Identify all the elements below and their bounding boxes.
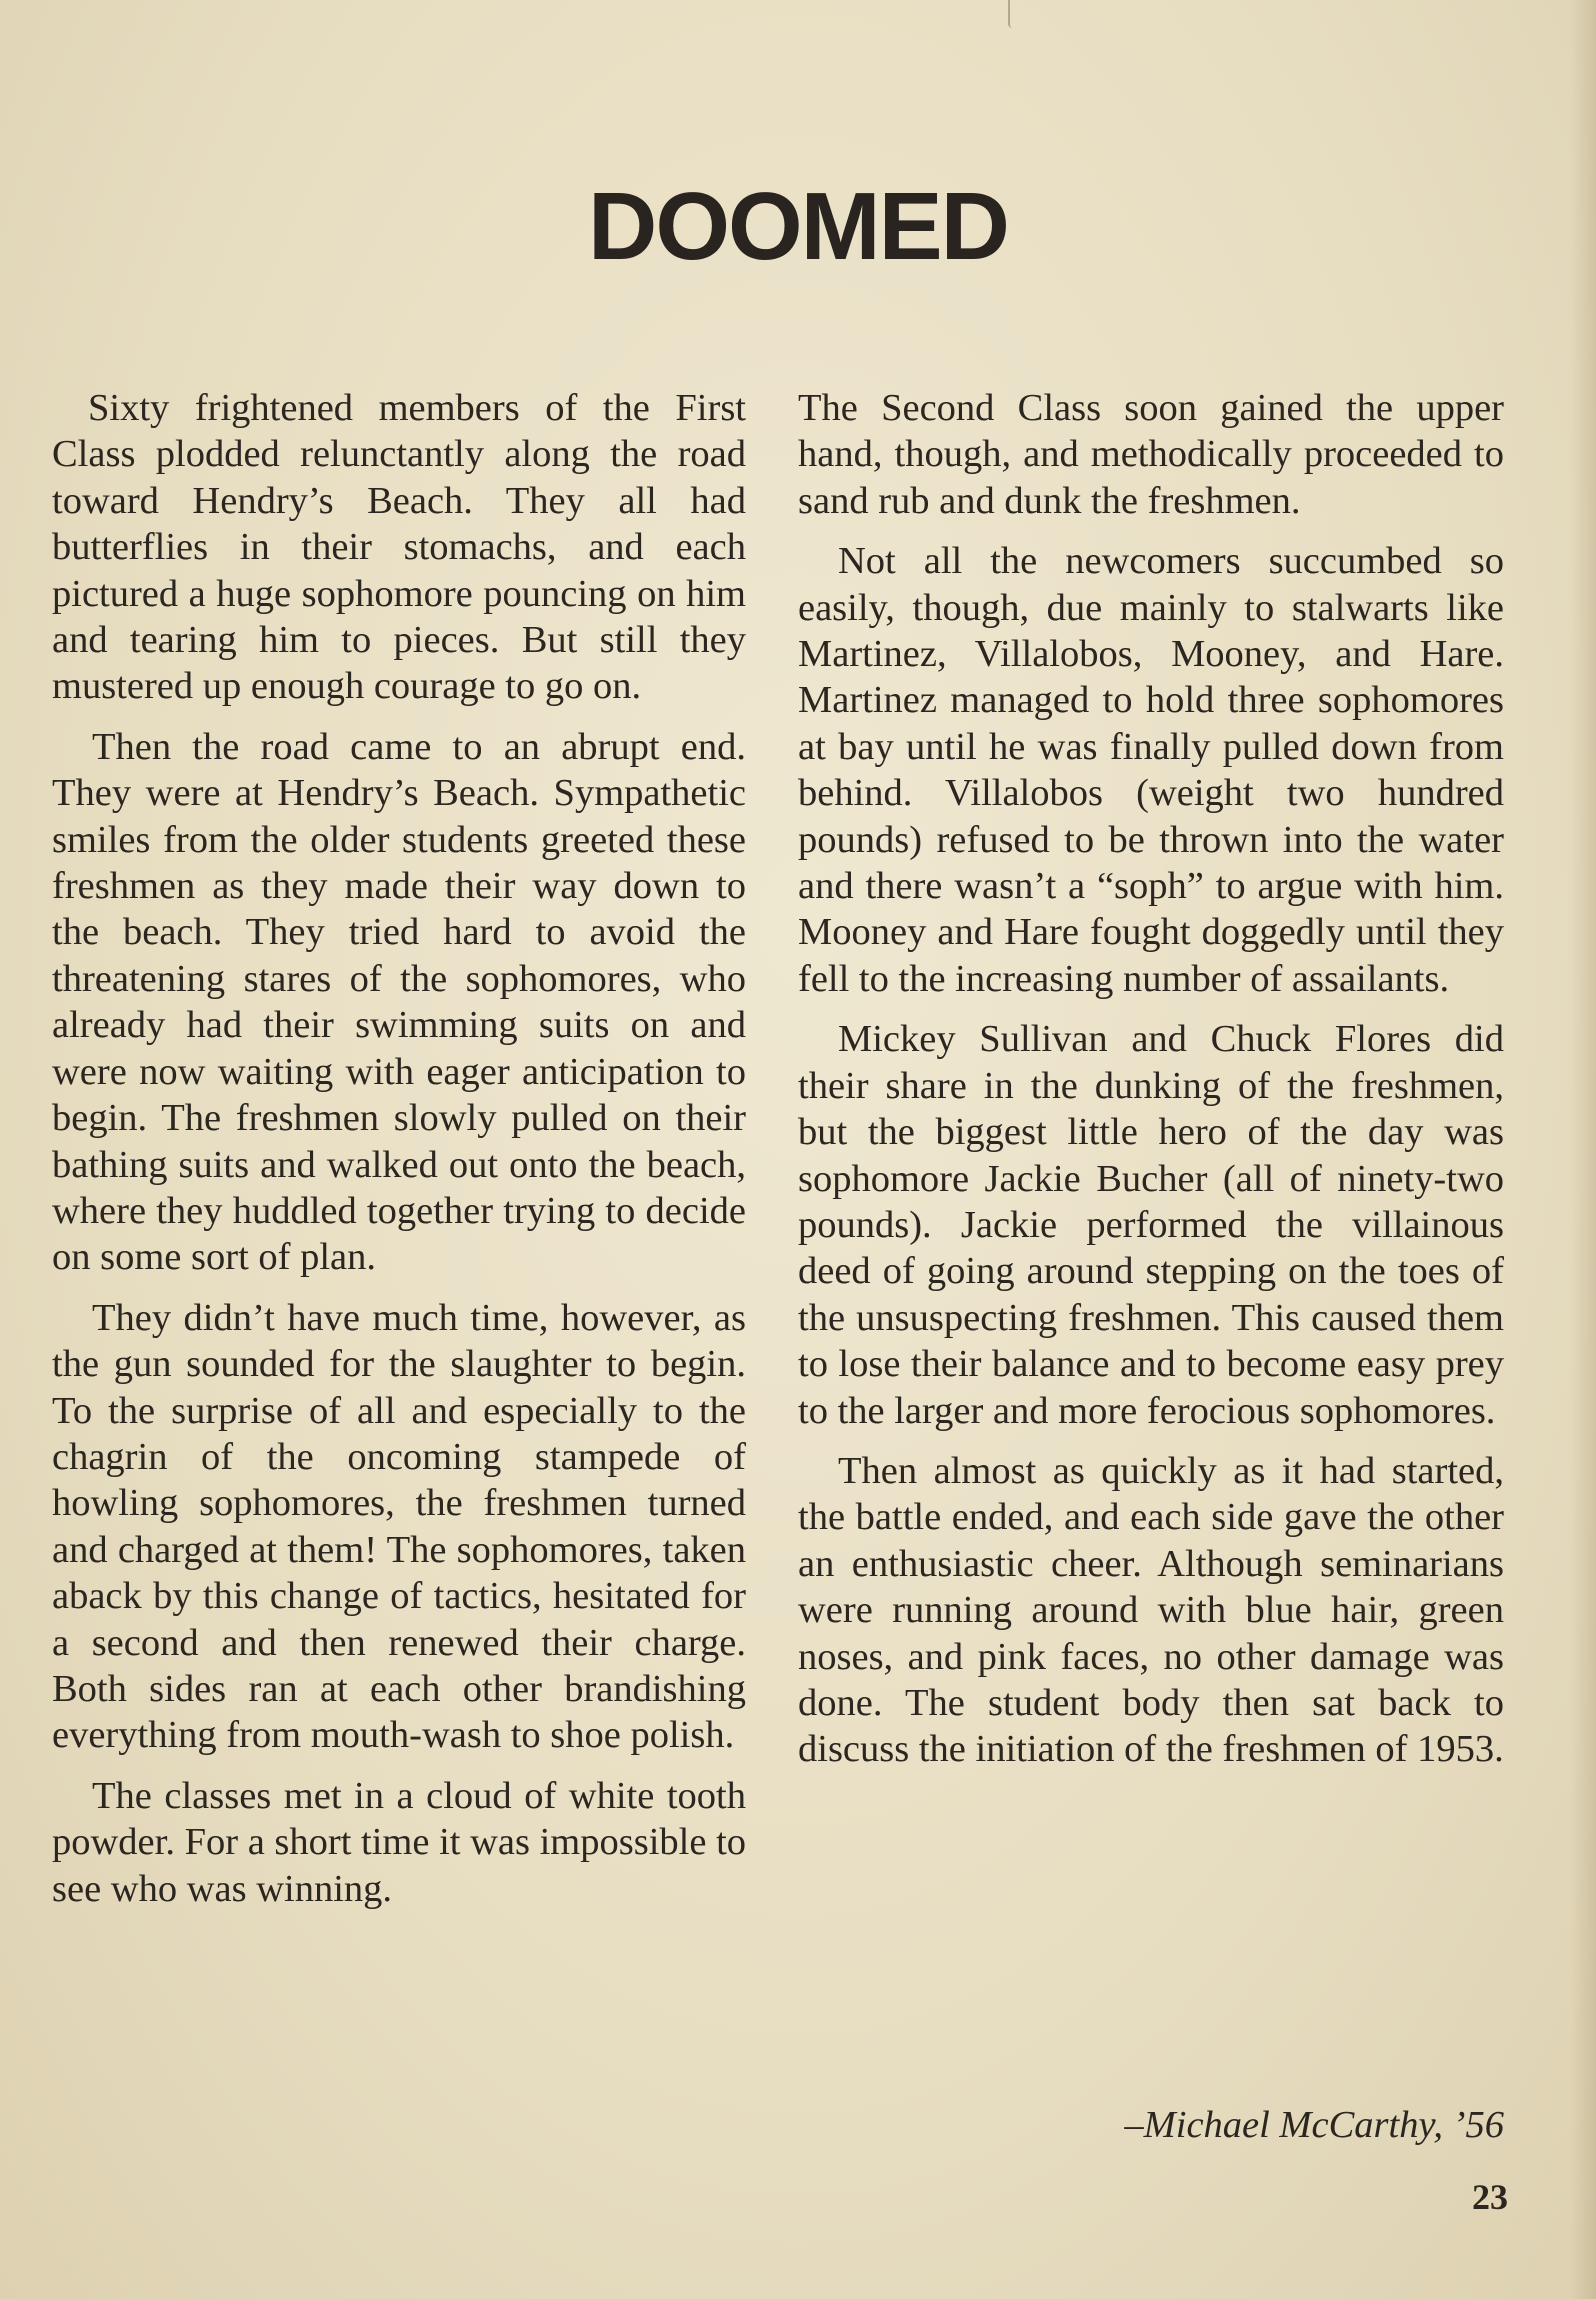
paragraph: Mickey Sullivan and Chuck Flores did their share in the dunking of the freshmen, but the biggest little hero of the day was sophomore Jackie Bucher (all of ninety-two pounds). Jackie performed the villainous deed of going around stepping on the toes of the unsuspecting freshmen. This caused them to lose their balance and to become easy prey to the larger and more ferocious sophomores.	[798, 1018, 1504, 1432]
paragraph: The classes met in a cloud of white tooth powder. For a short time it was impossible to see who was winning.	[52, 1774, 747, 1910]
page-number: 23	[1472, 2177, 1508, 2217]
article-title: DOOMED	[588, 173, 1008, 280]
author-byline: –Michael McCarthy, ’56	[1124, 2104, 1504, 2146]
paragraph: They didn’t have much time, however, as the gun sounded for the slaughter to begin. To the surprise of all and especially to the chagrin of the oncoming stampede of howling sophomores, the freshmen turned and charged at them! The sophomores, taken aback by this change of tactics, hesitated for a second and then renewed their charge. Both sides ran at each other brandishing everything from mouth-wash to shoe polish.	[52, 1296, 746, 1757]
paragraph: Then the road came to an abrupt end. They were at Hendry’s Beach. Sympathetic smiles from the older students greeted these freshmen as they made their way down to the beach. They tried hard to avoid the threatening stares of the sophomores, who already had their swimming suits on and were now waiting with eager anticipation to begin. The freshmen slowly pulled on their bathing suits and walked out onto the beach, where they huddled together trying to decide on some sort of plan.	[52, 725, 746, 1279]
paragraph: Not all the newcomers succumbed so easily, though, due mainly to stalwarts like Martinez, Villalobos, Mooney, and Hare. Martinez managed to hold three sophomores at bay until he was finally pulled down from behind. Villalobos (weight two hundred pounds) refused to be thrown into the water and there wasn’t a “soph” to argue with him. Mooney and Hare fought doggedly until they fell to the increasing number of assailants.	[798, 540, 1504, 1000]
binding-mark	[1008, 0, 1016, 28]
paragraph: The Second Class soon gained the upper hand, though, and methodically proceeded to sand rub and dunk the freshmen.	[798, 387, 1504, 522]
paragraph: Then almost as quickly as it had started, the battle ended, and each side gave the other an enthusiastic cheer. Although seminarians were running around with blue hair, green noses, and pink faces, no other damage was done. The student body then sat back to discuss the initiation of the freshmen of 1953.	[798, 1449, 1504, 1771]
page-edge-shadow	[1570, 0, 1596, 2299]
left-column	[52, 385, 746, 1926]
right-column	[798, 385, 1504, 1787]
paragraph: Sixty frightened members of the First Class plodded relunctantly along the road toward Hendry’s Beach. They all had butterflies in their stomachs, and each pictured a huge sophomore pouncing on him and tearing him to pieces. But still they mustered up enough courage to go on.	[52, 387, 746, 708]
